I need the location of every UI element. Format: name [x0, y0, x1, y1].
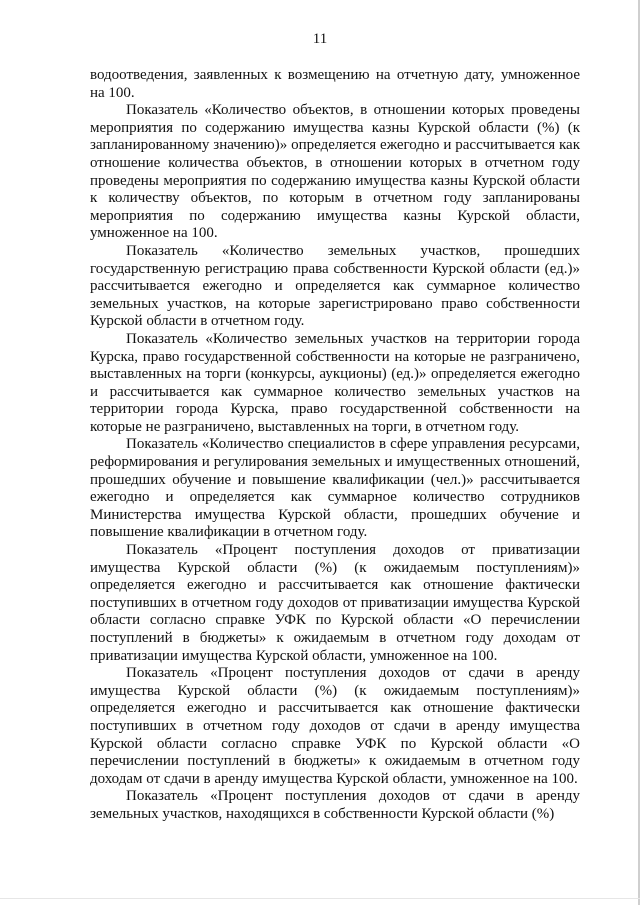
document-body — [90, 67, 580, 824]
paragraph-continuation: водоотведения, заявленных к возмещению на отчетную дату, умноженное на 100. — [90, 67, 580, 101]
paragraph-specialists-training-indicator: Показатель «Количество специалистов в сфере управления ресурсами, реформирования и регулирования земельных и имущественных отношений, прошедших обучение и повышение квалификации (чел.)» рассчитывается ежегодно и определяется как суммарное количество сотрудников Министерства имущества Курской области, прошедших обучение и повышение квалификации в отчетном году. — [90, 436, 580, 541]
paragraph-land-rent-revenue-indicator: Показатель «Процент поступления доходов от сдачи в аренду земельных участков, находящихся в собственности Курской области (%) — [90, 788, 580, 822]
paragraph-property-rent-revenue-indicator: Показатель «Процент поступления доходов от сдачи в аренду имущества Курской области (%) (к ожидаемым поступлениям)» определяется ежегодно и рассчитывается как отношение фактически поступивших в отчетном году доходов от сдачи в аренду имущества Курской области согласно справке УФК по Курской области «О перечислении поступлений в бюджеты» к ожидаемым в отчетном году доходам от сдачи в аренду имущества Курской области, умноженное на 100. — [90, 665, 580, 787]
paragraph-kursk-land-auctions-indicator: Показатель «Количество земельных участков на территории города Курска, право государственной собственности на которые не разграничено, выставленных на торги (конкурсы, аукционы) (ед.)» определяется ежегодно и рассчитывается как суммарное количество земельных участков на территории города Курска, право государственной собственности на которые не разграничено, выставленных на торги, в отчетном году. — [90, 330, 580, 435]
paragraph-privatization-revenue-indicator: Показатель «Процент поступления доходов от приватизации имущества Курской области (%) (к ожидаемым поступлениям)» определяется ежегодно и рассчитывается как отношение фактически поступивших в отчетном году доходов от приватизации имущества Курской области согласно справке УФК по Курской области «О перечислении поступлений в бюджеты» к ожидаемым в отчетном году доходам от приватизации имущества Курской области, умноженное на 100. — [90, 542, 580, 664]
scan-bottom-line — [0, 898, 640, 899]
paragraph-land-registration-indicator: Показатель «Количество земельных участков, прошедших государственную регистрацию права собственности Курской области (ед.)» рассчитывается ежегодно и определяется как суммарное количество земельных участков, на которые зарегистрировано право собственности Курской области в отчетном году. — [90, 242, 580, 330]
paragraph-treasury-objects-indicator: Показатель «Количество объектов, в отношении которых проведены мероприятия по содержанию имущества казны Курской области (%) (к запланированному значению)» определяется ежегодно и рассчитывается как отношение количества объектов, в отношении которых в отчетном году проведены мероприятия по содержанию имущества казны Курской области к количеству объектов, по которым в отчетном году запланированы мероприятия по содержанию имущества казны Курской области, умноженное на 100. — [90, 102, 580, 242]
page-number: 11 — [312, 31, 328, 47]
